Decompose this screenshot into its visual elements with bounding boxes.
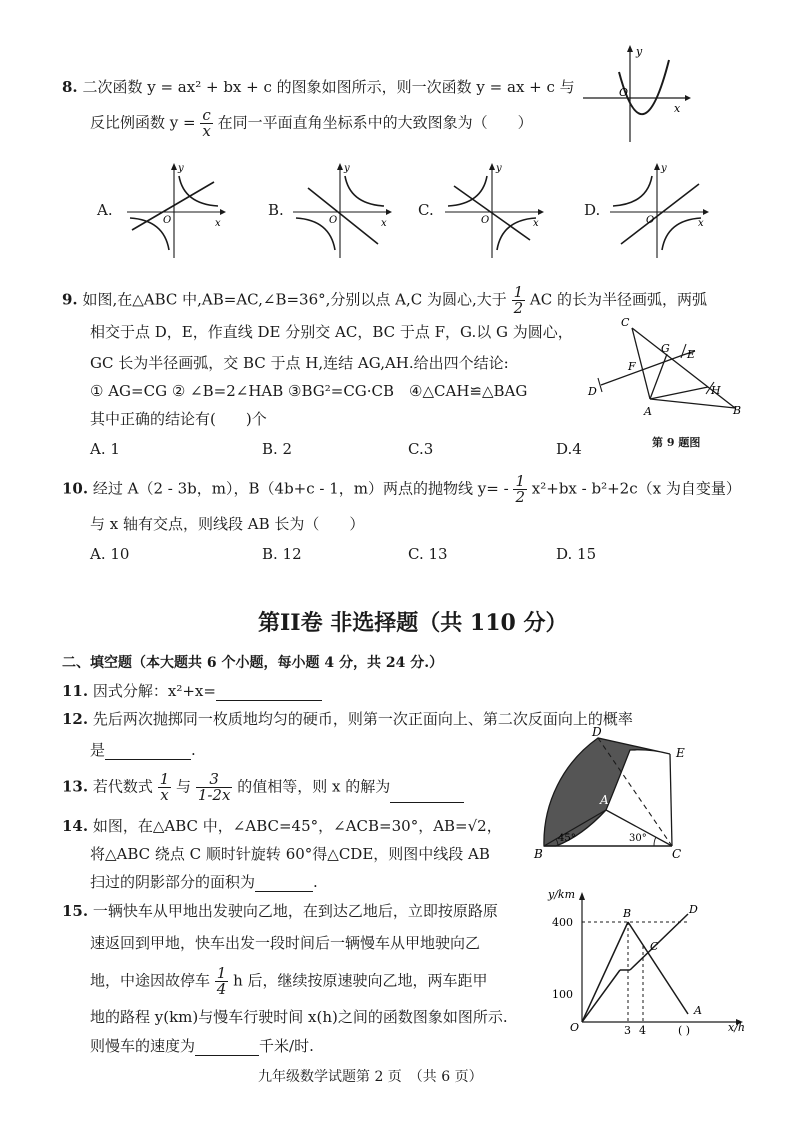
q9-label-b: B	[733, 404, 742, 417]
q8-c-y-label: y	[496, 163, 502, 174]
q8-d-origin: O	[646, 215, 655, 226]
q13-answer-blank[interactable]	[390, 786, 464, 803]
q10-option-d[interactable]: D. 15	[556, 545, 597, 563]
q9-option-a[interactable]: A. 1	[90, 440, 120, 458]
q8-c-origin: O	[481, 215, 490, 226]
q12-number: 12.	[62, 710, 89, 728]
q14-text-line2: 将△ABC 绕点 C 顺时针旋转 60°得△CDE，则图中线段 AB	[90, 845, 490, 863]
q14-angle-c: 30°	[629, 833, 647, 844]
q14-text-line1: 如图，在△ABC 中，∠ABC=45°，∠ACB=30°，AB=√2，	[92, 817, 502, 835]
q8-option-b-graph	[288, 160, 393, 260]
q14-label-d: D	[592, 725, 602, 739]
q12-answer-blank[interactable]	[105, 743, 191, 760]
q12-line2	[90, 740, 196, 760]
q15-y-axis-label: y/km	[548, 888, 576, 901]
q8-line2	[90, 108, 533, 139]
q15-x-tick-blank: ( )	[678, 1024, 691, 1036]
q9-text-line1-pre: 如图,在△ABC 中,AB=AC,∠B=36°,分别以点 A,C 为圆心,大于	[82, 290, 507, 309]
q15-point-d: D	[689, 903, 698, 916]
q9-triangle-figure	[585, 314, 745, 432]
q10-option-c[interactable]: C. 13	[408, 545, 448, 563]
q15-text-line3-post: h 后，继续按原速驶向乙地，两车距甲	[233, 971, 488, 990]
q8-d-x-label: x	[698, 218, 704, 229]
q13-text-post: 的值相等，则 x 的解为	[237, 777, 391, 796]
q8-option-d-graph	[605, 160, 710, 260]
q15-text-line2: 速返回到甲地，快车出发一段时间后一辆慢车从甲地驶向乙	[90, 934, 481, 952]
q8-fig-x-label: x	[674, 102, 681, 115]
q12-text-line2-post: .	[191, 741, 196, 759]
q15-point-b: B	[623, 907, 632, 920]
q9-line1	[62, 285, 707, 316]
q11-text: 因式分解：x²+x=	[92, 682, 216, 700]
q15-line1	[62, 901, 498, 921]
q9-label-g: G	[661, 342, 670, 355]
q13-text-pre: 若代数式	[92, 777, 153, 796]
q8-a-x-label: x	[215, 218, 221, 229]
q15-line3	[90, 966, 488, 997]
section-title: 第II卷 非选择题（共 110 分）	[258, 610, 568, 636]
q14-label-b: B	[534, 847, 543, 861]
q14-line3	[90, 872, 318, 892]
part2-header: 二、填空题（本大题共 6 个小题，每小题 4 分，共 24 分.）	[62, 655, 444, 671]
q15-point-a: A	[694, 1004, 702, 1017]
q8-c-x-label: x	[533, 218, 539, 229]
q15-number: 15.	[62, 902, 89, 920]
q9-label-e: E	[687, 348, 696, 361]
q14-rotation-figure	[532, 724, 692, 864]
q8-text-line1: 二次函数 y = ax² + bx + c 的图象如图所示，则一次函数 y = ax + c 与	[82, 78, 575, 96]
q14-answer-blank[interactable]	[255, 875, 313, 892]
q9-label-a: A	[644, 405, 652, 418]
q15-line5	[90, 1036, 314, 1056]
q15-fraction: $\frac{1}{4}$	[216, 964, 227, 998]
q13-number: 13.	[62, 777, 89, 796]
q14-line1	[62, 816, 502, 836]
q9-label-d: D	[588, 385, 597, 398]
q15-text-line5-post: 千米/时.	[259, 1037, 314, 1055]
q15-text-line5-pre: 则慢车的速度为	[90, 1037, 196, 1055]
q8-option-b[interactable]: B.	[268, 201, 284, 219]
q15-x-axis-label: x/h	[728, 1021, 745, 1034]
q9-text-line2: 相交于点 D，E，作直线 DE 分别交 AC，BC 于点 F，G.以 G 为圆心，	[90, 323, 573, 341]
q9-text-line4: ① AG=CG ② ∠B=2∠HAB ③BG²=CG·CB ④△CAH≌△BAG	[90, 382, 528, 400]
q8-fig-y-label: y	[636, 45, 643, 58]
q14-text-line3-post: .	[313, 873, 318, 891]
q15-point-c: C	[650, 940, 659, 953]
q15-y-tick-400: 400	[552, 916, 573, 929]
q9-text-line1-post: AC 的长为半径画弧，两弧	[529, 290, 707, 309]
q9-label-h: H	[711, 384, 721, 397]
q10-fraction: $\frac{1}{2}$	[515, 472, 525, 506]
q14-label-a: A	[600, 793, 609, 807]
q15-y-tick-100: 100	[552, 988, 573, 1001]
q8-fig-origin: O	[619, 86, 629, 99]
q8-parabola-figure	[575, 42, 695, 144]
q14-number: 14.	[62, 817, 89, 835]
q12-text-line1: 先后两次抛掷同一枚质地均匀的硬币，则第一次正面向上、第二次反面向上的概率	[92, 710, 633, 728]
q9-text-line5: 其中正确的结论有( )个	[90, 410, 267, 428]
q11-line	[62, 681, 322, 701]
q8-option-c[interactable]: C.	[418, 201, 434, 219]
q8-d-y-label: y	[661, 163, 667, 174]
q8-option-a[interactable]: A.	[97, 201, 113, 219]
q8-b-x-label: x	[381, 218, 387, 229]
q8-number: 8.	[62, 78, 78, 96]
q9-number: 9.	[62, 290, 78, 309]
q14-label-e: E	[676, 746, 685, 760]
page-footer: 九年级数学试题第 2 页 （共 6 页）	[258, 1069, 483, 1085]
q9-option-d[interactable]: D.4	[556, 440, 582, 458]
q10-number: 10.	[62, 479, 89, 498]
q13-fraction-2: $\frac{3}{1-2x}$	[197, 770, 231, 804]
q8-fraction: $\frac{c}{x}$	[202, 106, 211, 140]
q12-text-line2-pre: 是	[90, 741, 106, 759]
q8-b-y-label: y	[344, 163, 350, 174]
q15-answer-blank[interactable]	[195, 1039, 259, 1056]
q8-line1	[62, 77, 575, 97]
q13-fraction-1: $\frac{1}{x}$	[159, 770, 170, 804]
q8-text-line2-post: 在同一平面直角坐标系中的大致图象为（ ）	[217, 113, 533, 132]
q9-label-c: C	[621, 316, 630, 329]
q8-a-y-label: y	[178, 163, 184, 174]
q11-answer-blank[interactable]	[216, 684, 322, 701]
q8-option-a-graph	[122, 160, 227, 260]
q10-text-line2: 与 x 轴有交点，则线段 AB 长为（ ）	[90, 515, 365, 533]
q15-x-tick-4: 4	[639, 1024, 646, 1036]
q10-line1	[62, 474, 741, 505]
q15-distance-time-graph	[538, 886, 752, 1036]
q8-a-origin: O	[163, 215, 172, 226]
q15-origin: O	[570, 1021, 580, 1034]
q8-option-d[interactable]: D.	[584, 201, 601, 219]
q13-text-mid: 与	[176, 777, 192, 796]
q8-option-c-graph	[440, 160, 545, 260]
q15-text-line1: 一辆快车从甲地出发驶向乙地，在到达乙地后，立即按原路原	[92, 902, 498, 920]
q9-label-f: F	[628, 360, 636, 373]
q14-angle-b: 45°	[558, 833, 576, 844]
q14-text-line3-pre: 扫过的阴影部分的面积为	[90, 873, 256, 891]
q11-number: 11.	[62, 682, 89, 700]
q9-figure-caption: 第 9 题图	[652, 436, 701, 449]
q10-option-a[interactable]: A. 10	[90, 545, 130, 563]
q8-b-origin: O	[329, 215, 338, 226]
q9-text-line3: GC 长为半径画弧，交 BC 于点 H,连结 AG,AH.给出四个结论:	[90, 354, 509, 372]
q14-label-c: C	[672, 847, 682, 861]
q9-option-c[interactable]: C.3	[408, 440, 434, 458]
q15-text-line4: 地的路程 y(km)与慢车行驶时间 x(h)之间的函数图象如图所示.	[90, 1008, 508, 1026]
q10-text-line1-post: x²+bx - b²+2c（x 为自变量）	[531, 479, 741, 498]
q8-text-line2-pre: 反比例函数 y =	[90, 113, 196, 132]
q10-text-line1-pre: 经过 A（2 - 3b，m），B（4b+c - 1，m）两点的抛物线 y= -	[92, 479, 509, 498]
q13-line	[62, 772, 464, 803]
q15-text-line3-pre: 地，中途因故停车	[90, 971, 211, 990]
q10-option-b[interactable]: B. 12	[262, 545, 302, 563]
q9-fraction: $\frac{1}{2}$	[513, 283, 524, 317]
q9-option-b[interactable]: B. 2	[262, 440, 293, 458]
q15-x-tick-3: 3	[624, 1024, 631, 1036]
